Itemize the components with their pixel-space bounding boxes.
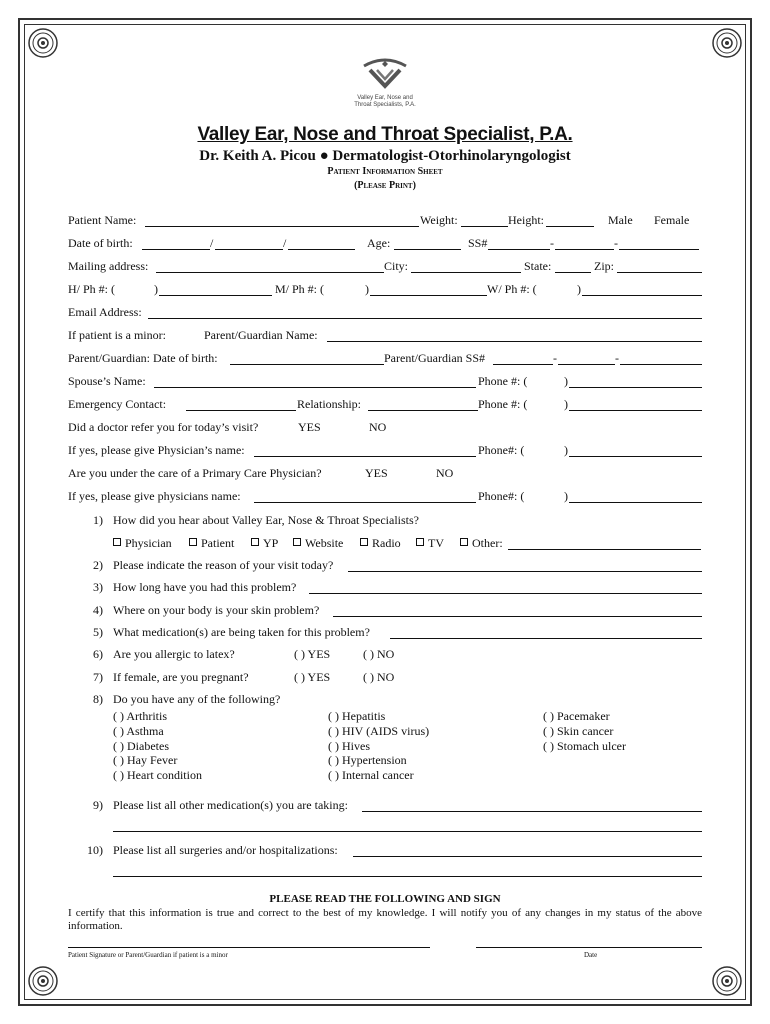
referral-option-yp[interactable]: YP [251, 536, 278, 551]
condition-hypertension[interactable]: ( ) Hypertension [328, 753, 407, 767]
ss-dash: - [614, 236, 618, 250]
paren-close: ) [154, 282, 158, 296]
question-text: Are you allergic to latex? [113, 647, 235, 661]
paren-close: ) [577, 282, 581, 296]
spouse-phone-label: Phone #: ( [478, 374, 528, 388]
ss-dash: - [615, 351, 619, 365]
question-number: 5) [93, 625, 103, 639]
emergency-contact-label: Emergency Contact: [68, 397, 167, 411]
question-number: 8) [93, 692, 103, 706]
mailing-address-label: Mailing address: [68, 259, 149, 273]
surgeries-field[interactable] [353, 856, 702, 857]
surgeries-continued-field[interactable] [113, 876, 702, 877]
print-note: (Please Print) [354, 180, 416, 191]
visit-reason-field[interactable] [348, 571, 702, 572]
patient-name-label: Patient Name: [68, 213, 137, 227]
primary-care-question: Are you under the care of a Primary Care Physician? [68, 466, 322, 480]
referral-other-field[interactable] [508, 549, 701, 550]
state-label: State: [524, 259, 552, 273]
paren-close: ) [365, 282, 369, 296]
state-field[interactable] [555, 272, 591, 273]
certification-heading: PLEASE READ THE FOLLOWING AND SIGN [269, 893, 501, 905]
question-number: 2) [93, 558, 103, 572]
guardian-name-field[interactable] [327, 341, 702, 342]
skin-problem-location-field[interactable] [333, 616, 702, 617]
checkbox-icon[interactable] [360, 538, 368, 546]
dob-label: Date of birth: [68, 236, 133, 250]
paren-close: ) [564, 374, 568, 388]
corner-ornament-icon [26, 964, 60, 998]
sheet-title: Patient Information Sheet [327, 166, 443, 177]
spouse-phone-field[interactable] [569, 387, 702, 388]
paren-close: ) [564, 443, 568, 457]
physician-name-field[interactable] [254, 456, 476, 457]
work-phone-label: W/ Ph #: ( [487, 282, 537, 296]
ss-label: SS# [468, 236, 488, 250]
checkbox-icon[interactable] [251, 538, 259, 546]
checkbox-icon[interactable] [189, 538, 197, 546]
certification-text: I certify that this information is true and correct to the best of my knowledge. I will notify you of any changes in my status of the above information. [68, 907, 702, 932]
corner-ornament-icon [710, 964, 744, 998]
ss-part2-field[interactable] [555, 249, 614, 250]
emergency-phone-field[interactable] [569, 410, 702, 411]
question-text: Please list all surgeries and/or hospitalizations: [113, 843, 338, 857]
signature-label: Patient Signature or Parent/Guardian if patient is a minor [68, 951, 228, 959]
condition-hiv[interactable]: ( ) HIV (AIDS virus) [328, 724, 430, 738]
physician-name-label: If yes, please give Physician’s name: [68, 443, 245, 457]
condition-hay-fever[interactable]: ( ) Hay Fever [113, 753, 178, 767]
guardian-name-label: Parent/Guardian Name: [204, 328, 318, 342]
date-field[interactable] [476, 947, 702, 948]
height-field[interactable] [546, 226, 594, 227]
condition-heart[interactable]: ( ) Heart condition [113, 768, 202, 782]
home-phone-field[interactable] [159, 295, 272, 296]
zip-label: Zip: [594, 259, 614, 273]
emergency-contact-field[interactable] [186, 410, 296, 411]
weight-field[interactable] [461, 226, 508, 227]
paren-close: ) [564, 489, 568, 503]
corner-ornament-icon [26, 26, 60, 60]
other-medications-continued-field[interactable] [113, 831, 702, 832]
referral-option-patient[interactable]: Patient [189, 536, 234, 551]
checkbox-icon[interactable] [416, 538, 424, 546]
question-number: 1) [93, 513, 103, 527]
paren-close: ) [564, 397, 568, 411]
condition-pacemaker[interactable]: ( ) Pacemaker [543, 709, 610, 723]
zip-field[interactable] [617, 272, 702, 273]
email-field[interactable] [148, 318, 702, 319]
primary-care-yes-option[interactable]: YES [365, 466, 388, 480]
referral-no-option[interactable]: NO [369, 420, 387, 434]
question-text: How long have you had this problem? [113, 580, 297, 594]
male-option[interactable]: Male [608, 213, 633, 227]
dob-year-field[interactable] [288, 249, 355, 250]
dob-separator: / [210, 236, 214, 250]
ss-dash: - [553, 351, 557, 365]
condition-asthma[interactable]: ( ) Asthma [113, 724, 164, 738]
weight-label: Weight: [420, 213, 458, 227]
primary-physician-name-label: If yes, please give physicians name: [68, 489, 241, 503]
logo-mark-icon [360, 58, 410, 90]
latex-yes-option[interactable]: ( ) YES [294, 647, 331, 661]
question-text: Do you have any of the following? [113, 692, 281, 706]
doctor-subtitle: Dr. Keith A. Picou ● Dermatologist-Otorhinolaryngologist [199, 148, 571, 164]
question-number: 10) [87, 843, 103, 857]
corner-ornament-icon [710, 26, 744, 60]
age-label: Age: [367, 236, 391, 250]
relationship-label: Relationship: [297, 397, 361, 411]
primary-care-no-option[interactable]: NO [436, 466, 454, 480]
work-phone-field[interactable] [582, 295, 702, 296]
primary-physician-name-field[interactable] [254, 502, 476, 503]
checkbox-icon[interactable] [113, 538, 121, 546]
city-label: City: [384, 259, 409, 273]
guardian-ss-label: Parent/Guardian SS# [384, 351, 485, 365]
question-number: 6) [93, 647, 103, 661]
clinic-logo [340, 58, 430, 109]
condition-hives[interactable]: ( ) Hives [328, 739, 370, 753]
other-medications-field[interactable] [362, 811, 702, 812]
date-label: Date [584, 951, 598, 959]
minor-label: If patient is a minor: [68, 328, 166, 342]
referral-yes-option[interactable]: YES [298, 420, 321, 434]
condition-arthritis[interactable]: ( ) Arthritis [113, 709, 168, 723]
logo-text-line: Valley Ear, Nose and [357, 95, 413, 101]
condition-hepatitis[interactable]: ( ) Hepatitis [328, 709, 386, 723]
primary-physician-phone-field[interactable] [569, 502, 702, 503]
home-phone-label: H/ Ph #: ( [68, 282, 116, 296]
page-title: Valley Ear, Nose and Throat Specialist, P.A. [197, 124, 573, 145]
current-medication-field[interactable] [390, 638, 702, 639]
guardian-ss-part3[interactable] [620, 364, 702, 365]
referral-question: Did a doctor refer you for today’s visit? [68, 420, 259, 434]
spouse-name-label: Spouse’s Name: [68, 374, 146, 388]
city-field[interactable] [411, 272, 521, 273]
question-number: 7) [93, 670, 103, 684]
dob-separator: / [283, 236, 287, 250]
guardian-ss-part1[interactable] [493, 364, 553, 365]
referral-option-website[interactable]: Website [293, 536, 343, 551]
age-field[interactable] [394, 249, 461, 250]
ss-part3-field[interactable] [619, 249, 699, 250]
condition-skin-cancer[interactable]: ( ) Skin cancer [543, 724, 614, 738]
referral-option-other[interactable]: Other: [460, 536, 503, 551]
female-option[interactable]: Female [654, 213, 690, 227]
condition-diabetes[interactable]: ( ) Diabetes [113, 739, 169, 753]
question-number: 3) [93, 580, 103, 594]
question-number: 4) [93, 603, 103, 617]
referral-option-radio[interactable]: Radio [360, 536, 401, 551]
question-text: If female, are you pregnant? [113, 670, 249, 684]
guardian-dob-field[interactable] [230, 364, 384, 365]
checkbox-icon[interactable] [293, 538, 301, 546]
primary-physician-phone-label: Phone#: ( [478, 489, 525, 503]
dob-month-field[interactable] [142, 249, 210, 250]
mobile-phone-label: M/ Ph #: ( [275, 282, 325, 296]
question-number: 9) [93, 798, 103, 812]
emergency-phone-label: Phone #: ( [478, 397, 528, 411]
mobile-phone-field[interactable] [370, 295, 487, 296]
physician-phone-field[interactable] [569, 456, 702, 457]
pregnant-yes-option[interactable]: ( ) YES [294, 670, 331, 684]
question-text: How did you hear about Valley Ear, Nose & Throat Specialists? [113, 513, 420, 527]
referral-option-tv[interactable]: TV [416, 536, 444, 551]
signature-field[interactable] [68, 947, 430, 948]
checkbox-icon[interactable] [460, 538, 468, 546]
question-text: Please indicate the reason of your visit today? [113, 558, 334, 572]
referral-option-physician[interactable]: Physician [113, 536, 172, 551]
problem-duration-field[interactable] [309, 593, 702, 594]
question-text: What medication(s) are being taken for this problem? [113, 625, 370, 639]
condition-stomach-ulcer[interactable]: ( ) Stomach ulcer [543, 739, 626, 753]
height-label: Height: [508, 213, 544, 227]
pregnant-no-option[interactable]: ( ) NO [363, 670, 395, 684]
relationship-field[interactable] [368, 410, 478, 411]
latex-no-option[interactable]: ( ) NO [363, 647, 395, 661]
ss-part1-field[interactable] [488, 249, 550, 250]
guardian-ss-part2[interactable] [558, 364, 615, 365]
spouse-name-field[interactable] [154, 387, 476, 388]
email-label: Email Address: [68, 305, 142, 319]
dob-day-field[interactable] [215, 249, 283, 250]
question-text: Please list all other medication(s) you are taking: [113, 798, 348, 812]
guardian-dob-label: Parent/Guardian: Date of birth: [68, 351, 218, 365]
patient-name-field[interactable] [145, 226, 419, 227]
physician-phone-label: Phone#: ( [478, 443, 525, 457]
logo-text-line: Throat Specialists, P.A. [354, 102, 416, 108]
mailing-address-field[interactable] [156, 272, 384, 273]
ss-dash: - [550, 236, 554, 250]
question-text: Where on your body is your skin problem? [113, 603, 320, 617]
condition-internal-cancer[interactable]: ( ) Internal cancer [328, 768, 414, 782]
